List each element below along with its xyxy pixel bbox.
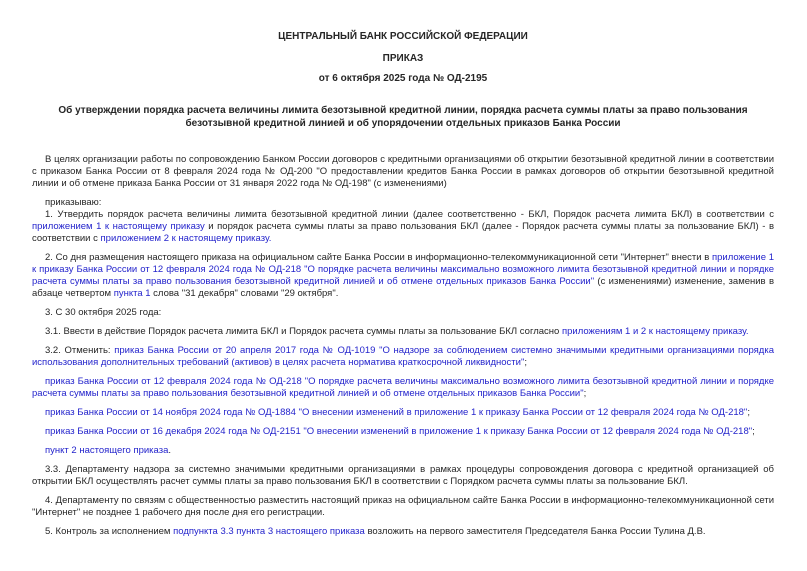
paragraph-item-5 xyxy=(32,526,774,538)
doc-link[interactable]: приложением 1 к настоящему приказу xyxy=(32,221,205,232)
paragraph-item-2 xyxy=(32,252,774,300)
body-text: 4. Департаменту по связям с общественностью разместить настоящий приказ на официальном сайте Банка России в информационно-телекоммуникационной сети "Интернет" не позднее 1 рабочего дня после дня его регистрации. xyxy=(32,495,774,518)
document-header xyxy=(32,31,774,130)
body-text: и порядок расчета суммы платы за право пользования БКЛ (далее - Порядок расчета суммы платы за пользование БКЛ) - в соответствии с xyxy=(32,221,774,244)
body-text: приказываю: xyxy=(45,197,102,208)
body-text: 3.3. Департаменту надзора за системно значимыми кредитными организациями в рамках процедуры сопровождения договора с кредитной организацией об открытии БКЛ осуществлять расчет суммы платы за право пользования БКЛ в соответствии с Порядком расчета суммы платы за пользование БКЛ. xyxy=(32,464,774,487)
paragraph-item-3-1 xyxy=(32,326,774,338)
body-text: 3.1. Ввести в действие Порядок расчета лимита БКЛ и Порядок расчета суммы платы за пользование БКЛ согласно xyxy=(45,326,562,337)
paragraph-item-3-2-od218 xyxy=(32,376,774,400)
paragraph-item-3-2-point2 xyxy=(32,445,774,457)
body-text: возложить на первого заместителя Председателя Банка России Тулина Д.В. xyxy=(364,526,706,537)
paragraph-item-3-3 xyxy=(32,464,774,488)
doc-link[interactable]: пункт 2 настоящего приказа xyxy=(45,445,169,456)
body-text: 3. С 30 октября 2025 года: xyxy=(45,307,162,318)
doc-link[interactable]: приказ Банка России от 20 апреля 2017 года № ОД-1019 "О надзоре за соблюдением системно значимыми кредитными организациями порядка использования дополнительных требований (активов) в целях расчета норматива краткосрочной ликвидности" xyxy=(32,345,774,368)
org-name: ЦЕНТРАЛЬНЫЙ БАНК РОССИЙСКОЙ ФЕДЕРАЦИИ xyxy=(278,31,528,42)
doc-title: Об утверждении порядка расчета величины лимита безотзывной кредитной линии, порядка расчета суммы платы за право пользования безотзывной кредитной линией и об упорядочении отдельных приказов Банка России xyxy=(58,105,748,129)
paragraph-item-3-2 xyxy=(32,345,774,369)
doc-link[interactable]: пункта 1 xyxy=(113,288,151,299)
body-text: 2. Со дня размещения настоящего приказа на официальном сайте Банка России в информационно-телекоммуникационной сети "Интернет" внести в xyxy=(45,252,712,263)
body-text: ; xyxy=(747,407,750,418)
body-text: В целях организации работы по сопровождению Банком России договоров с кредитными организациями об открытии безотзывной кредитной линии в соответствии с приказом Банка России от 8 февраля 2024 года № ОД-200 "О предоставлении кредитов Банка России в рамках договоров об открытии безотзывной кредитной линии и об отмене приказа Банка России от 31 января 2022 года № ОД-198" (с изменениями) xyxy=(32,154,774,189)
doc-link[interactable]: подпункта 3.3 пункта 3 настоящего приказа xyxy=(173,526,365,537)
body-text: 1. Утвердить порядок расчета величины лимита безотзывной кредитной линии (далее соответственно - БКЛ, Порядок расчета лимита БКЛ) в соответствии с xyxy=(45,209,774,220)
doc-link[interactable]: приказ Банка России от 12 февраля 2024 года № ОД-218 "О порядке расчета величины максимально возможного лимита безотзывной кредитной линии и порядке расчета суммы платы за право пользования безотзывной кредитной линией и об отмене отдельных приказов Банка России" xyxy=(32,376,774,399)
body-text: . xyxy=(168,445,171,456)
body-text: 5. Контроль за исполнением xyxy=(45,526,174,537)
paragraph-item-3 xyxy=(32,307,774,319)
body-text: (с изменениями) изменение, заменив в абзаце четвертом xyxy=(32,276,774,299)
doc-link[interactable]: приказ Банка России от 16 декабря 2024 года № ОД-2151 "О внесении изменений в приложение 1 к приказу Банка России от 12 февраля 2024 года № ОД-218" xyxy=(45,426,753,437)
body-text: слова "31 декабря" словами "29 октября". xyxy=(150,288,339,299)
paragraph-preamble xyxy=(32,154,774,190)
doc-type: ПРИКАЗ xyxy=(382,53,424,64)
paragraph-item-1 xyxy=(32,209,774,245)
paragraph-item-4 xyxy=(32,495,774,519)
document-body xyxy=(32,154,774,538)
body-text: ; xyxy=(583,388,587,399)
body-text: ; xyxy=(524,357,527,368)
doc-link[interactable]: приложениям 1 и 2 к настоящему приказу. xyxy=(561,326,749,337)
paragraph-order-word xyxy=(32,197,774,209)
doc-link[interactable]: приложение 1 к приказу Банка России от 12 февраля 2024 года № ОД-218 "О порядке расчета величины максимально возможного лимита безотзывной кредитной линии и порядке расчета суммы платы за право пользования безотзывной кредитной линией и об отмене отдельных приказов Банка России" xyxy=(32,252,774,287)
doc-link[interactable]: приложением 2 к настоящему приказу. xyxy=(100,233,272,244)
paragraph-item-3-2-od1884 xyxy=(32,407,774,419)
body-text: ; xyxy=(752,426,755,437)
doc-date-number: от 6 октября 2025 года № ОД-2195 xyxy=(318,73,488,84)
paragraph-item-3-2-od2151 xyxy=(32,426,774,438)
body-text: 3.2. Отменить: xyxy=(45,345,115,356)
doc-link[interactable]: приказ Банка России от 14 ноября 2024 года № ОД-1884 "О внесении изменений в приложение 1 к приказу Банка России от 12 февраля 2024 года № ОД-218" xyxy=(45,407,748,418)
